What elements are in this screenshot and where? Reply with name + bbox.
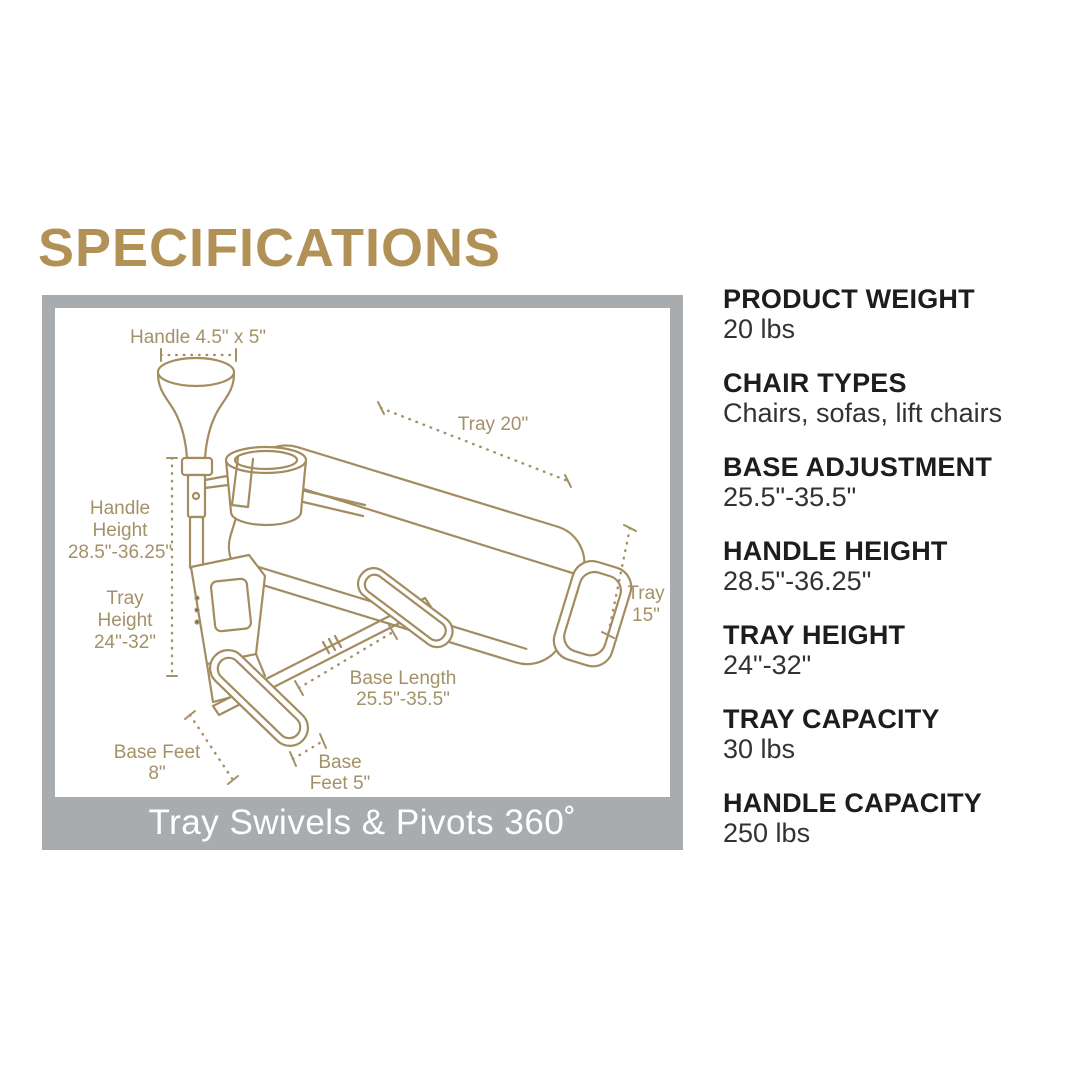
label-tray-height-1: Tray — [106, 588, 144, 609]
spec-item-chair-types — [723, 368, 1053, 428]
spec-item-base-adjustment — [723, 452, 1053, 512]
handle-drawing — [158, 358, 234, 569]
spec-value: Chairs, sofas, lift chairs — [723, 398, 1003, 428]
spec-label: TRAY HEIGHT — [723, 620, 906, 650]
page-title: SPECIFICATIONS — [38, 218, 502, 278]
spec-value: 20 lbs — [723, 314, 796, 344]
spec-label: HANDLE CAPACITY — [723, 788, 982, 818]
label-tray-length: Tray 20" — [457, 414, 529, 435]
label-handle-height-2: Height — [92, 520, 148, 541]
label-base-feet5-2: Feet 5" — [309, 773, 371, 794]
label-base-feet5-1: Base — [318, 752, 362, 773]
diagram-canvas — [55, 308, 670, 797]
label-handle-height-1: Handle — [89, 498, 151, 519]
spec-label: TRAY CAPACITY — [723, 704, 940, 734]
spec-value: 28.5"-36.25" — [723, 566, 872, 596]
label-base-length-1: Base Length — [349, 668, 457, 689]
label-tray-width-1: Tray — [627, 583, 665, 604]
spec-item-tray-height — [723, 620, 1053, 680]
label-tray-width-2: 15" — [632, 605, 660, 626]
spec-value: 24"-32" — [723, 650, 812, 680]
cup-holder-drawing — [226, 447, 306, 525]
label-handle-height-3: 28.5"-36.25" — [67, 542, 173, 563]
spec-value: 25.5"-35.5" — [723, 482, 857, 512]
product-diagram — [55, 308, 670, 797]
spec-label: PRODUCT WEIGHT — [723, 284, 975, 314]
spec-label: CHAIR TYPES — [723, 368, 907, 398]
label-base-length-2: 25.5"-35.5" — [356, 689, 450, 710]
spec-value: 30 lbs — [723, 734, 796, 764]
label-base-feet8-2: 8" — [148, 763, 166, 784]
spec-label: BASE ADJUSTMENT — [723, 452, 993, 482]
specs-list — [723, 284, 1053, 872]
diagram-caption: Tray Swivels & Pivots 360˚ — [148, 803, 577, 842]
label-handle-dim: Handle 4.5" x 5" — [129, 327, 267, 348]
spec-item-tray-capacity — [723, 704, 1053, 764]
diagram-panel — [42, 295, 683, 850]
spec-item-handle-height — [723, 536, 1053, 596]
spec-item-handle-capacity — [723, 788, 1053, 848]
label-tray-height-2: Height — [97, 610, 153, 631]
spec-value: 250 lbs — [723, 818, 811, 848]
spec-item-product-weight — [723, 284, 1053, 344]
label-base-feet8-1: Base Feet — [113, 742, 201, 763]
spec-label: HANDLE HEIGHT — [723, 536, 948, 566]
label-tray-height-3: 24"-32" — [93, 632, 157, 653]
